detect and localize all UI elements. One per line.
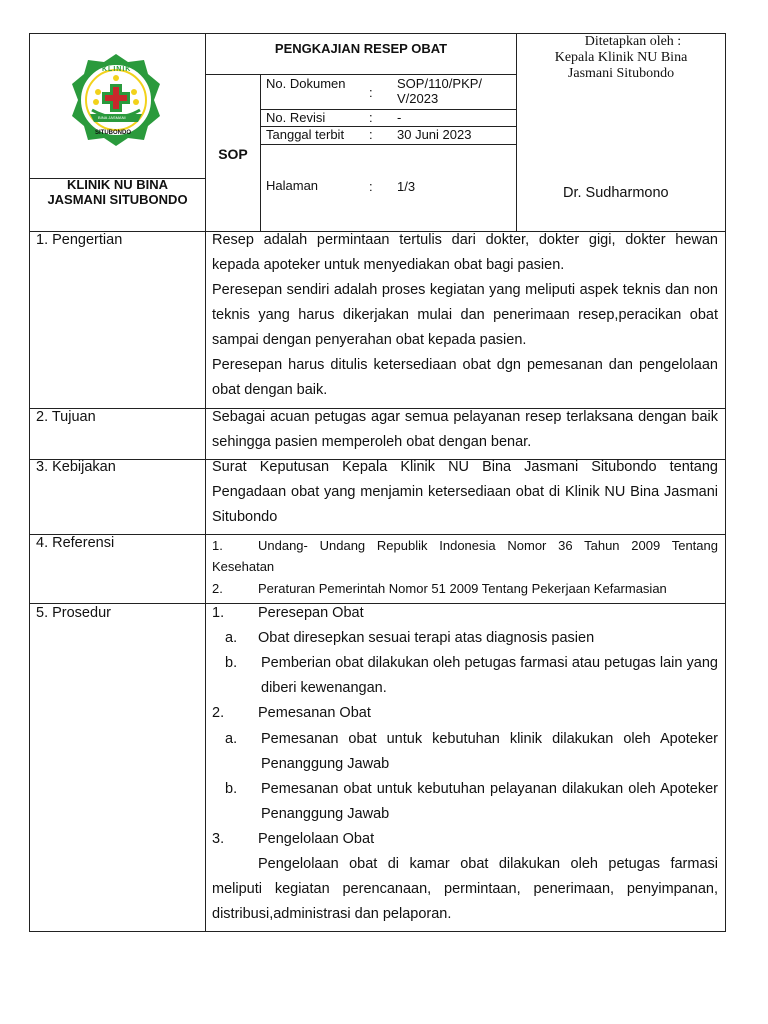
sop-label: SOP <box>218 146 248 162</box>
clinic-logo <box>68 52 164 148</box>
doc-field-label: Tanggal terbit <box>266 127 345 142</box>
referensi-num: 1. <box>212 538 223 553</box>
doc-field-value: 1/3 <box>397 179 416 194</box>
logo-ribbon-text: BINA JASMANI <box>98 115 126 120</box>
sub-num: a. <box>225 630 238 646</box>
doc-field-value: - <box>397 110 402 125</box>
approval-signer: Dr. Sudharmono <box>563 185 669 201</box>
step-title: Pengelolaan Obat <box>258 831 375 847</box>
approval-block <box>518 34 724 82</box>
doc-field-sep: : <box>369 110 373 125</box>
referensi-item-2 <box>212 578 718 599</box>
step-num: 1. <box>212 605 225 621</box>
sub-text: Pemberian obat dilakukan oleh petugas farmasi atau petugas lain yang diberi kewenangan. <box>261 655 718 696</box>
sub-num: a. <box>225 731 238 747</box>
section-body-kebijakan <box>212 455 718 530</box>
section-label-prosedur: 5. Prosedur <box>36 605 111 621</box>
prosedur-step-3-body: Pengelolaan obat di kamar obat dilakukan oleh petugas farmasi meliputi kegiatan perencanaan, permintaan, penerimaan, penyimpanan, distribusi,administrasi dan pelaporan. <box>212 856 718 922</box>
sub-text: Pemesanan obat untuk kebutuhan pelayanan dilakukan oleh Apoteker Penanggung Jawab <box>261 781 718 822</box>
doc-field-sep: : <box>369 127 373 142</box>
sub-text: Pemesanan obat untuk kebutuhan klinik dilakukan oleh Apoteker Penanggung Jawab <box>261 731 718 772</box>
doc-field-value: SOP/110/PKP/ V/2023 <box>397 76 483 106</box>
approval-line1: Ditetapkan oleh : <box>584 34 682 49</box>
section-label-kebijakan: 3. Kebijakan <box>36 459 116 475</box>
referensi-item-1 <box>212 535 718 577</box>
doc-field-label: No. Dokumen <box>266 76 346 91</box>
paragraph: Surat Keputusan Kepala Klinik NU Bina Jasmani Situbondo tentang Pengadaan obat yang menjamin ketersediaan obat di Klinik NU Bina Jasmani Situbondo <box>212 459 718 525</box>
paragraph: Sebagai acuan petugas agar semua pelayanan resep terlaksana dengan baik sehingga pasien memperoleh obat dengan benar. <box>212 409 718 450</box>
step-title: Peresepan Obat <box>258 605 364 621</box>
approval-line3: Jasmani Situbondo <box>567 66 675 81</box>
document-title: PENGKAJIAN RESEP OBAT <box>274 41 448 56</box>
clinic-name <box>30 177 205 207</box>
clinic-name-line1: KLINIK NU BINA <box>66 177 169 192</box>
clinic-name-line2: JASMANI SITUBONDO <box>47 192 188 207</box>
paragraph: Peresepan harus ditulis ketersediaan obat dgn pemesanan dan pengelolaan obat dengan baik. <box>212 357 718 398</box>
sub-num: b. <box>225 655 238 671</box>
doc-field-sep: : <box>369 85 373 100</box>
section-label-referensi: 4. Referensi <box>36 535 115 551</box>
section-label-tujuan: 2. Tujuan <box>36 409 96 425</box>
step-num: 3. <box>212 831 225 847</box>
logo-top-text: KLINIK <box>102 66 132 73</box>
section-body-pengertian <box>212 228 718 403</box>
doc-field-label: No. Revisi <box>266 110 326 125</box>
prosedur-step-2a <box>212 727 718 777</box>
step-title: Pemesanan Obat <box>258 705 371 721</box>
paragraph: Resep adalah permintaan tertulis dari dokter, dokter gigi, dokter hewan kepada apoteker untuk menyediakan obat bagi pasien. <box>212 232 718 273</box>
sub-text: Obat diresepkan sesuai terapi atas diagnosis pasien <box>258 630 595 646</box>
doc-field-sep: : <box>369 179 373 194</box>
logo-bottom-text: SITUBONDO <box>95 130 131 136</box>
referensi-num: 2. <box>212 581 223 596</box>
paragraph: Peresepan sendiri adalah proses kegiatan yang meliputi aspek teknis dan non teknis yang harus dikerjakan mulai dan penerimaan resep,peracikan obat sampai dengan penyerahan obat kepada pasien. <box>212 282 718 348</box>
doc-field-value: 30 Juni 2023 <box>397 127 472 142</box>
sub-num: b. <box>225 781 238 797</box>
approval-line2: Kepala Klinik NU Bina <box>554 50 688 65</box>
step-num: 2. <box>212 705 225 721</box>
section-label-pengertian: 1. Pengertian <box>36 232 123 248</box>
referensi-text: Peraturan Pemerintah Nomor 51 2009 Tentang Pekerjaan Kefarmasian <box>258 581 667 596</box>
referensi-text: Undang- Undang Republik Indonesia Nomor 36 Tahun 2009 Tentang Kesehatan <box>212 538 718 574</box>
prosedur-step-1b <box>212 651 718 701</box>
section-body-tujuan <box>212 405 718 455</box>
prosedur-step-2b <box>212 777 718 827</box>
doc-field-label: Halaman <box>266 178 319 193</box>
